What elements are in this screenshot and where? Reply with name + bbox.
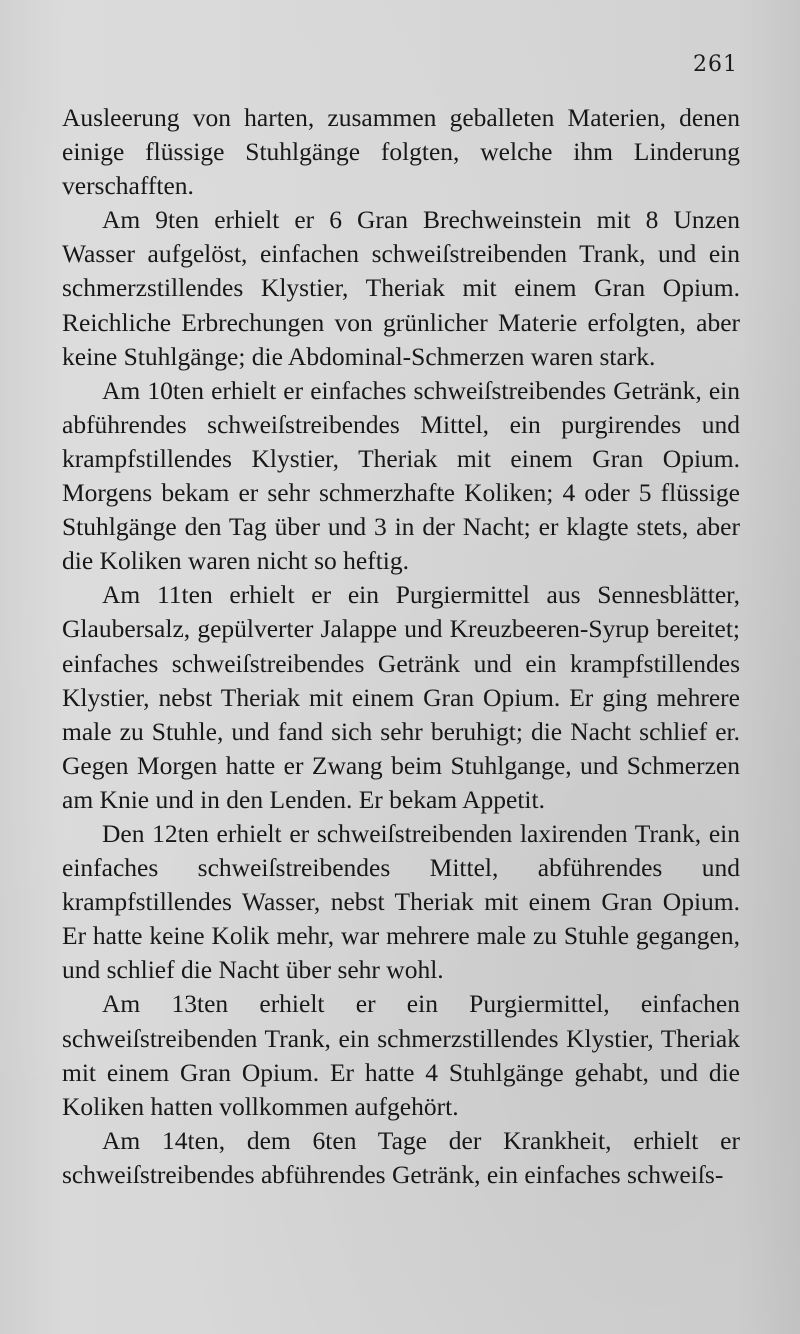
paragraph-1: Ausleerung von harten, zusammen geballeten Materien, denen einige flüssige Stuhlgänge folgten, welche ihm Linderung verschafften. [62,103,740,201]
page-number: 261 [693,52,738,77]
paragraph-6: Am 13ten erhielt er ein Purgiermittel, einfachen schweiſstreibenden Trank, ein schmerzstillendes Klystier, Theriak mit einem Gran Opium. Er hatte 4 Stuhlgänge gehabt, und die Koliken hatten vollkommen aufgehört. [62,989,740,1121]
paragraph-5: Den 12ten erhielt er schweiſstreibenden laxirenden Trank, ein einfaches schweiſstreibendes Mittel, abführendes und krampfstillendes Wasser, nebst Theriak mit einem Gran Opium. Er hatte keine Kolik mehr, war mehrere male zu Stuhle gegangen, und schlief die Nacht über sehr wohl. [62,818,740,985]
paragraph-7: Am 14ten, dem 6ten Tage der Krankheit, erhielt er schweiſstreibendes abführendes Getränk, ein einfaches schweiſs- [62,1125,740,1189]
body-text [62,101,740,1192]
paragraph-2: Am 9ten erhielt er 6 Gran Brechweinstein mit 8 Unzen Wasser aufgelöst, einfachen schweiſstreibenden Trank, und ein schmerzstillendes Klystier, Theriak mit einem Gran Opium. Reichliche Erbrechungen von grünlicher Materie erfolgten, aber keine Stuhlgänge; die Abdominal-Schmerzen waren stark. [62,205,740,371]
paragraph-4: Am 11ten erhielt er ein Purgiermittel aus Sennesblätter, Glaubersalz, gepülverter Jalappe und Kreuzbeeren-Syrup bereitet; einfaches schweiſstreibendes Getränk und ein krampfstillendes Klystier, nebst Theriak mit einem Gran Opium. Er ging mehrere male zu Stuhle, und fand sich sehr beruhigt; die Nacht schlief er. Gegen Morgen hatte er Zwang beim Stuhlgange, und Schmerzen am Knie und in den Lenden. Er bekam Appetit. [62,580,740,814]
paragraph-3: Am 10ten erhielt er einfaches schweiſstreibendes Getränk, ein abführendes schweiſstreibendes Mittel, ein purgirendes und krampfstillendes Klystier, Theriak mit einem Gran Opium. Morgens bekam er sehr schmerzhafte Koliken; 4 oder 5 flüssige Stuhlgänge den Tag über und 3 in der Nacht; er klagte stets, aber die Koliken waren nicht so heftig. [62,375,740,576]
